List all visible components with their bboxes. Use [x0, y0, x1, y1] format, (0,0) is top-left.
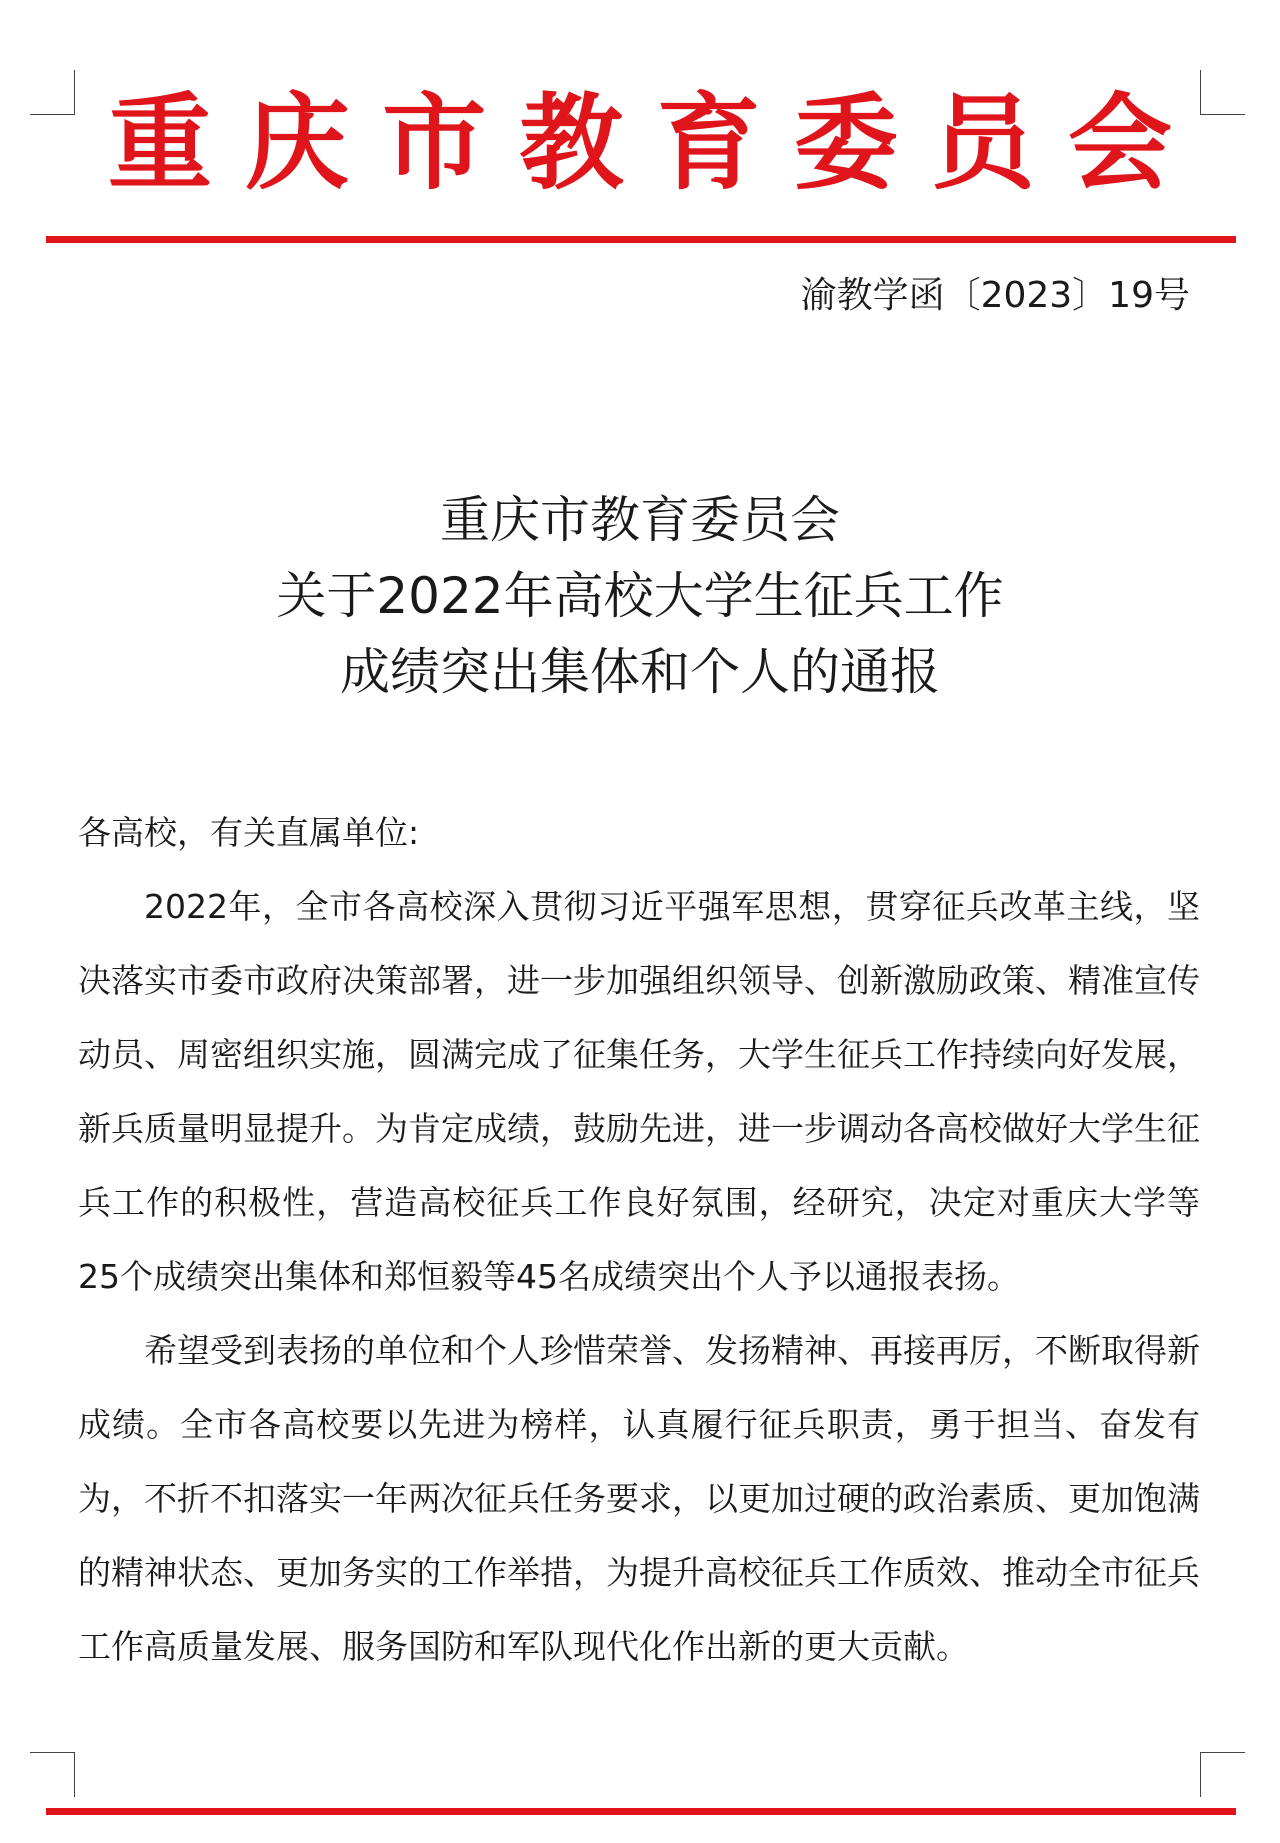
organization-header — [48, 78, 1232, 208]
title-line: 重庆市教育委员会 — [440, 491, 840, 549]
title-line: 关于2022年高校大学生征兵工作 — [276, 567, 1004, 625]
crop-mark-bottom-left — [30, 1752, 75, 1797]
organization-char: 会 — [1067, 82, 1172, 204]
organization-char: 市 — [382, 82, 487, 204]
title-line: 成绩突出集体和个人的通报 — [340, 643, 940, 701]
organization-char: 育 — [656, 82, 761, 204]
body-paragraph: 2022年，全市各高校深入贯彻习近平强军思想，贯穿征兵改革主线，坚决落实市委市政府决策部署，进一步加强组织领导、创新激励政策、精准宣传动员、周密组织实施，圆满完成了征集任务，大学生征兵工作持续向好发展，新兵质量明显提升。为肯定成绩，鼓励先进，进一步调动各高校做好大学生征兵工作的积极性，营造高校征兵工作良好氛围，经研究，决定对重庆大学等25个成绩突出集体和郑恒毅等45名成绩突出个人予以通报表扬。 — [78, 887, 1200, 1296]
document-body — [78, 796, 1200, 1684]
footer-red-rule — [46, 1808, 1236, 1815]
organization-char: 员 — [930, 82, 1035, 204]
organization-char: 庆 — [245, 82, 350, 204]
document-number: 渝教学函〔2023〕19号 — [800, 275, 1190, 316]
organization-char: 重 — [108, 82, 213, 204]
salutation: 各高校，有关直属单位: — [78, 813, 420, 852]
body-paragraph: 希望受到表扬的单位和个人珍惜荣誉、发扬精神、再接再厉，不断取得新成绩。全市各高校要以先进为榜样，认真履行征兵职责，勇于担当、奋发有为，不折不扣落实一年两次征兵任务要求，以更加过硬的政治素质、更加饱满的精神状态、更加务实的工作举措，为提升高校征兵工作质效、推动全市征兵工作高质量发展、服务国防和军队现代化作出新的更大贡献。 — [78, 1331, 1200, 1666]
document-title — [0, 482, 1280, 710]
header-red-rule — [46, 236, 1236, 243]
crop-mark-bottom-right — [1200, 1752, 1245, 1797]
organization-char: 教 — [519, 82, 624, 204]
organization-char: 委 — [793, 82, 898, 204]
